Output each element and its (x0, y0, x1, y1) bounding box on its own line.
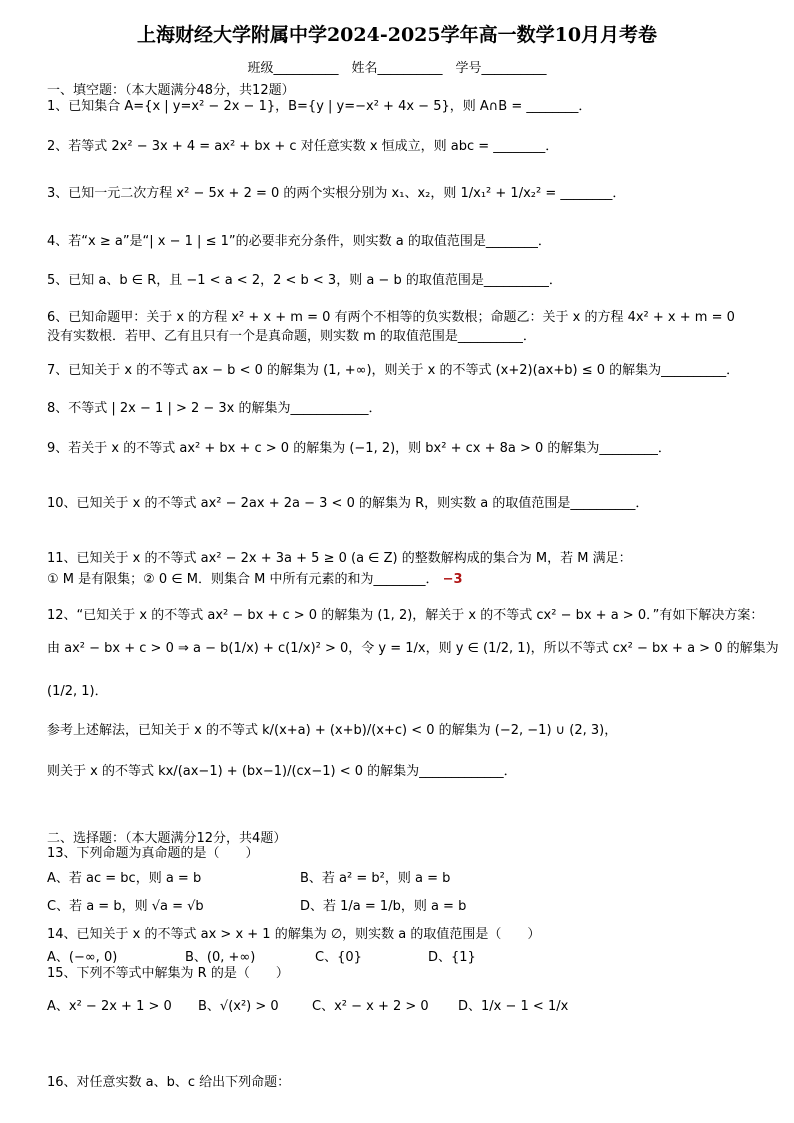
section-fill-in-heading: 一、填空题：（本大题满分48分，共12题） (47, 83, 295, 98)
question-1: 1、已知集合 A={x | y=x² − 2x − 1}，B={y | y=−x² + 4x − 5}，则 A∩B = ________． (47, 99, 592, 114)
question-11-line-1: 11、已知关于 x 的不等式 ax² − 2x + 3a + 5 ≥ 0 (a ∈ Z) 的整数解构成的集合为 M，若 M 满足： (47, 551, 632, 566)
question-12-line-1: 12、“已知关于 x 的不等式 ax² − bx + c > 0 的解集为 (1, 2)，解关于 x 的不等式 cx² − bx + a > 0．”有如下解决方案： (47, 608, 764, 623)
question-8: 8、不等式 | 2x − 1 | > 2 − 3x 的解集为____________． (47, 401, 382, 416)
question-15-option-a: A、x² − 2x + 1 > 0 (47, 999, 172, 1014)
question-5: 5、已知 a、b ∈ R，且 −1 < a < 2，2 < b < 3，则 a − b 的取值范围是__________． (47, 273, 562, 288)
question-13-option-a: A、若 ac = bc，则 a = b (47, 871, 202, 886)
question-14-option-a: A、(−∞, 0) (47, 950, 118, 965)
question-11-line-2 (47, 572, 463, 588)
question-11-text: ① M 是有限集；② 0 ∈ M．则集合 M 中所有元素的和为________． (47, 572, 439, 587)
question-15-option-d: D、1/x − 1 < 1/x (458, 999, 569, 1014)
section-choice-heading: 二、选择题：（本大题满分12分，共4题） (47, 831, 287, 846)
question-13-option-b: B、若 a² = b²，则 a = b (300, 871, 451, 886)
question-14-option-d: D、{1} (428, 950, 476, 965)
question-15-option-c: C、x² − x + 2 > 0 (312, 999, 429, 1014)
question-14: 14、已知关于 x 的不等式 ax > x + 1 的解集为 ∅，则实数 a 的取值范围是（ ） (47, 927, 541, 942)
question-6-line-2: 没有实数根．若甲、乙有且只有一个是真命题，则实数 m 的取值范围是__________． (47, 329, 536, 344)
question-13-option-d: D、若 1/a = 1/b，则 a = b (300, 899, 467, 914)
question-2: 2、若等式 2x² − 3x + 4 = ax² + bx + c 对任意实数 x 恒成立，则 abc = ________． (47, 139, 559, 154)
question-12-line-4: 参考上述解法，已知关于 x 的不等式 k/(x+a) + (x+b)/(x+c) < 0 的解集为 (−2, −1) ∪ (2, 3)， (47, 723, 618, 738)
question-16: 16、对任意实数 a、b、c 给出下列命题： (47, 1075, 291, 1090)
question-13: 13、下列命题为真命题的是（ ） (47, 846, 259, 861)
question-14-option-c: C、{0} (315, 950, 362, 965)
question-15-option-b: B、√(x²) > 0 (198, 999, 279, 1014)
question-12-line-5: 则关于 x 的不等式 kx/(ax−1) + (bx−1)/(cx−1) < 0 的解集为_____________． (47, 764, 517, 779)
question-13-option-c: C、若 a = b，则 √a = √b (47, 899, 204, 914)
question-6-line-1: 6、已知命题甲：关于 x 的方程 x² + x + m = 0 有两个不相等的负实数根；命题乙：关于 x 的方程 4x² + x + m = 0 (47, 310, 735, 325)
question-4: 4、若“x ≥ a”是“| x − 1 | ≤ 1”的必要非充分条件，则实数 a 的取值范围是________． (47, 234, 551, 249)
question-12-line-3: (1/2, 1)． (47, 684, 108, 699)
exam-title: 上海财经大学附属中学2024-2025学年高一数学10月月考卷 (136, 24, 658, 46)
question-3: 3、已知一元二次方程 x² − 5x + 2 = 0 的两个实根分别为 x₁、x₂，则 1/x₁² + 1/x₂² = ________． (47, 186, 626, 201)
question-12-line-2: 由 ax² − bx + c > 0 ⇒ a − b(1/x) + c(1/x)² > 0，令 y = 1/x，则 y ∈ (1/2, 1)，所以不等式 cx² − bx + a > 0 的解集为 (47, 641, 779, 656)
question-10: 10、已知关于 x 的不等式 ax² − 2ax + 2a − 3 < 0 的解集为 R，则实数 a 的取值范围是__________． (47, 496, 649, 511)
question-7: 7、已知关于 x 的不等式 ax − b < 0 的解集为 (1, +∞)，则关于 x 的不等式 (x+2)(ax+b) ≤ 0 的解集为__________． (47, 363, 740, 378)
question-11-answer: −3 (442, 572, 463, 587)
question-14-option-b: B、(0, +∞) (185, 950, 256, 965)
student-info-line: 班级__________ 姓名__________ 学号__________ (247, 61, 547, 76)
question-9: 9、若关于 x 的不等式 ax² + bx + c > 0 的解集为 (−1, 2)，则 bx² + cx + 8a > 0 的解集为_________． (47, 441, 671, 456)
question-15: 15、下列不等式中解集为 R 的是（ ） (47, 966, 289, 981)
